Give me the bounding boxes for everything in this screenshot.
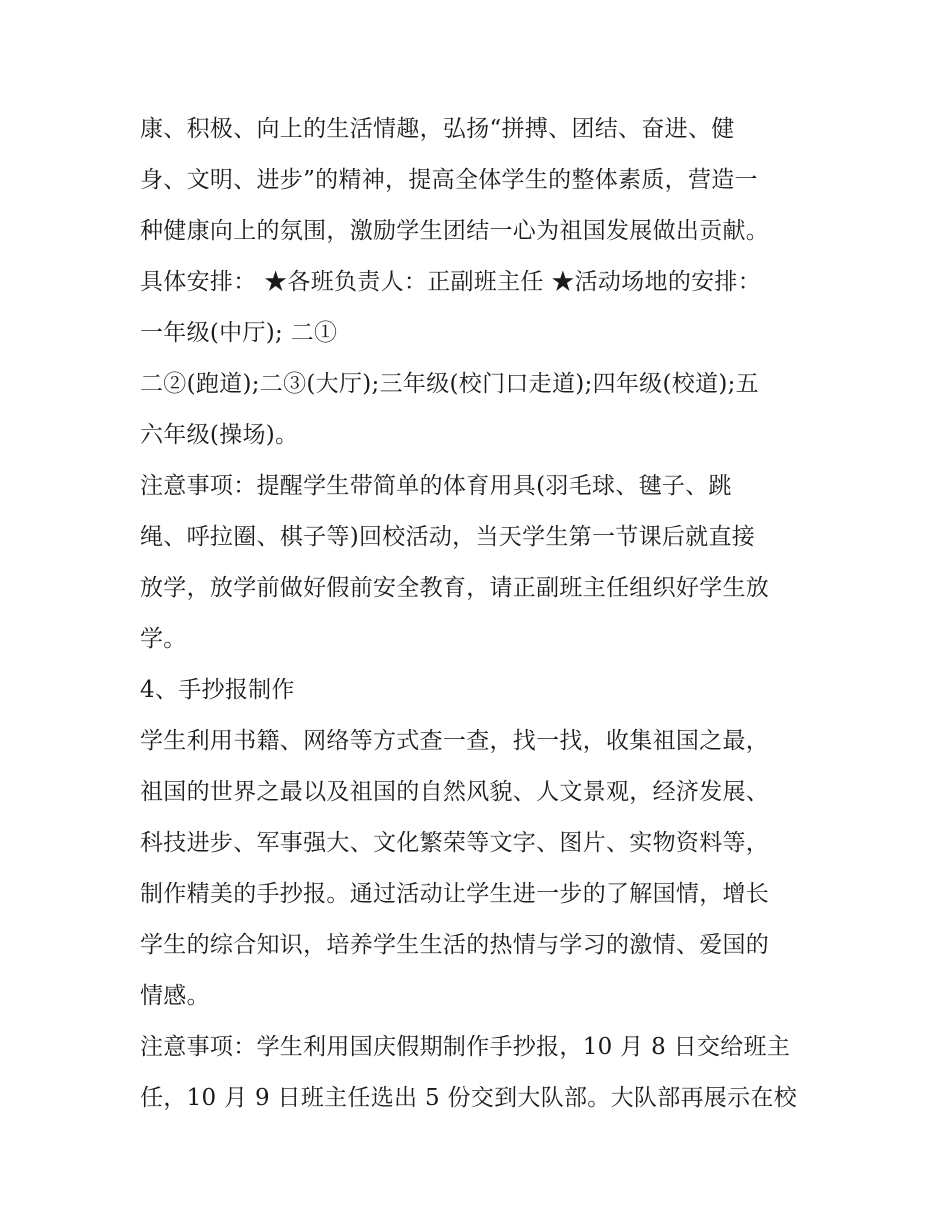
text-line: 制作精美的手抄报。通过活动让学生进一步的了解国情，增长 bbox=[140, 881, 770, 907]
section-heading: 4、手抄报制作 bbox=[140, 677, 295, 703]
text-line: 学生的综合知识，培养学生生活的热情与学习的激情、爱国的 bbox=[140, 932, 770, 958]
text-line: 祖国的世界之最以及祖国的自然风貌、人文景观，经济发展、 bbox=[140, 779, 770, 805]
text-line: 学生利用书籍、网络等方式查一查，找一找，收集祖国之最， bbox=[140, 728, 770, 754]
text-line: 六年级(操场)。 bbox=[140, 422, 299, 448]
text-line: 绳、呼拉圈、棋子等)回校活动，当天学生第一节课后就直接 bbox=[140, 524, 756, 550]
text-line: 放学，放学前做好假前安全教育，请正副班主任组织好学生放 bbox=[140, 575, 770, 601]
text-line: 二②(跑道);二③(大厅);三年级(校门口走道);四年级(校道);五 bbox=[140, 371, 759, 397]
text-line: 情感。 bbox=[140, 983, 210, 1009]
text-line: 注意事项：提醒学生带简单的体育用具(羽毛球、毽子、跳 bbox=[140, 473, 732, 499]
text-line: 注意事项：学生利用国庆假期制作手抄报，10 月 8 日交给班主 bbox=[140, 1034, 791, 1060]
text-line: 康、积极、向上的生活情趣，弘扬“拼搏、团结、奋进、健 bbox=[140, 116, 735, 142]
text-line: 身、文明、进步”的精神，提高全体学生的整体素质，营造一 bbox=[140, 167, 758, 193]
text-line: 学。 bbox=[140, 626, 187, 652]
text-line: 任，10 月 9 日班主任选出 5 份交到大队部。大队部再展示在校 bbox=[140, 1085, 797, 1111]
text-line: 科技进步、军事强大、文化繁荣等文字、图片、实物资料等， bbox=[140, 830, 770, 856]
text-line: 一年级(中厅); 二① bbox=[140, 320, 338, 346]
text-line: 具体安排： ★各班负责人：正副班主任 ★活动场地的安排： bbox=[140, 269, 762, 295]
text-line: 种健康向上的氛围，激励学生团结一心为祖国发展做出贡献。 bbox=[140, 218, 770, 244]
